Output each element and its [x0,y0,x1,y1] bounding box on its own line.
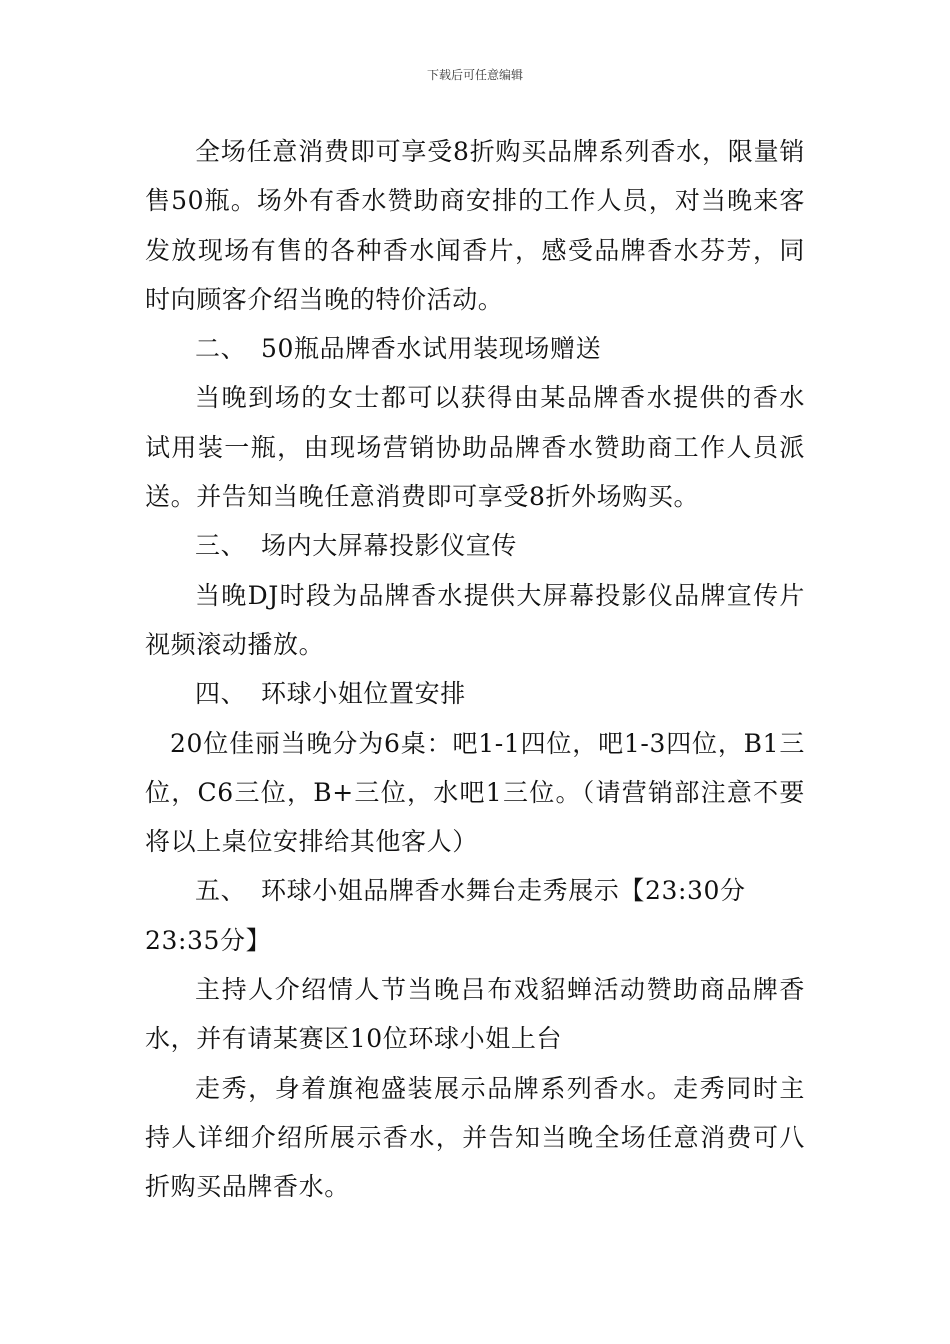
section-title: 环球小姐品牌香水舞台走秀展示【23:30分23:35分】 [145,876,746,955]
section-heading-5 [145,866,805,965]
page-header: 下载后可任意编辑 [426,68,523,82]
paragraph-sample-gift: 当晚到场的女士都可以获得由某品牌香水提供的香水试用装一瓶，由现场营销协助品牌香水赞助商工作人员派送。并告知当晚任意消费即可享受8折外场购买。 [145,383,805,512]
section-number: 五、 [195,876,247,906]
section-title: 环球小姐位置安排 [261,679,466,709]
section-title: 场内大屏幕投影仪宣传 [261,531,518,561]
paragraph-host-intro: 主持人介绍情人节当晚吕布戏貂蝉活动赞助商品牌香水，并有请某赛区10位环球小姐上台 [145,975,805,1054]
section-heading-4 [145,669,805,718]
paragraph-perfume-discount: 全场任意消费即可享受8折购买品牌系列香水，限量销售50瓶。场外有香水赞助商安排的工作人员，对当晚来客发放现场有售的各种香水闻香片，感受品牌香水芬芳，同时向顾客介绍当晚的特价活动。 [145,137,805,314]
paragraph-catwalk: 走秀，身着旗袍盛装展示品牌系列香水。走秀同时主持人详细介绍所展示香水，并告知当晚全场任意消费可八折购买品牌香水。 [145,1073,805,1202]
paragraph-seating: 20位佳丽当晚分为6桌：吧1-1四位，吧1-3四位，B1三位，C6三位，B+三位，水吧1三位。（请营销部注意不要将以上桌位安排给其他客人） [145,728,805,857]
section-title: 50瓶品牌香水试用装现场赠送 [261,334,602,364]
section-number: 二、 [195,334,247,364]
section-number: 三、 [195,531,247,561]
document-body [145,127,805,1212]
section-heading-2 [145,324,805,373]
section-heading-3 [145,521,805,570]
paragraph-projector: 当晚DJ时段为品牌香水提供大屏幕投影仪品牌宣传片视频滚动播放。 [145,580,805,659]
section-number: 四、 [195,679,247,709]
